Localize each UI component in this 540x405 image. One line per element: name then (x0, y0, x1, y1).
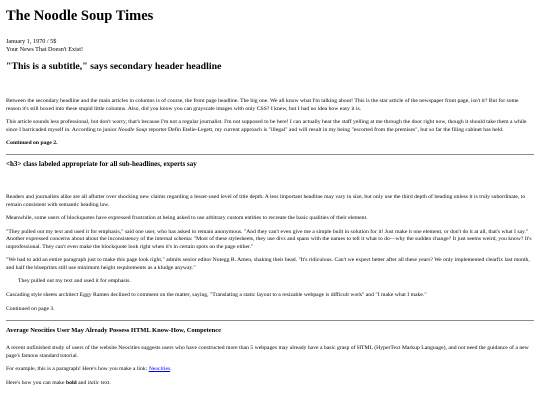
bold-example: bold (65, 379, 77, 386)
publication-name-italic: Noodle Soup (117, 126, 148, 133)
front-paragraph-2-text-a: This article sounds less professional, but don't worry, that's because I'm not a regular journalist. I'm not supposed to be here! I can actually hear the staff yelling at me through the door right now, though it should take them a while since I barricaded myself in. According to junior (6, 119, 527, 133)
pull-quote: They pulled out my text and used it for emphasis. (18, 278, 131, 285)
issue-date: January 1, 1970 / 5$ (6, 37, 57, 45)
continued-page-3: Continued on page 3. (6, 305, 55, 312)
divider-1 (6, 154, 534, 155)
neocities-link[interactable]: Neocities (148, 366, 171, 373)
h3-paragraph-5: Cascading style sheets architect Eggy Ramen declined to comment on the matter, saying, "Translating a static layout to a resizable webpage is difficult work" and "I make what I make." (6, 291, 427, 298)
h4-paragraph-1: A recent unfinished study of users of the website Neocities suggests users who have constructed more than 5 webpages may already have a basic grasp of HTML (HyperText Markup Language), and not need the guidance of a new page's famous standard tutorial. (6, 345, 529, 359)
h3-paragraph-3: "They pulled out my text and used it for emphasis," said one user, who has asked to remain anonymous. "And they can't even give me a simple built in solution for it! Just make it one element, or don't do it at all, that's what I say." Another expressed concerns about about the inconsistency of the internal schema: "Most of these stylesheets, they use divs and spans with the names to tell it what to do—why the sudden change? It just seems weird, you know? It's unprofessional. They can't even make the blockquote look right when it's in certain spots on the page either." (6, 228, 532, 250)
front-paragraph-2-text-b: reporter Defin Etelie-Legett, my current approach is "illegal" and will result in my being "escorted from the premises", but so far the filing cabinet has held. (147, 126, 504, 133)
continued-page-2: Continued on page 2. (6, 140, 58, 147)
masthead-title: The Noodle Soup Times (6, 8, 154, 24)
h4-paragraph-3-text-c: text. (99, 379, 111, 386)
h4-paragraph-3-text-a: Here's how you can make (6, 379, 66, 386)
h3-paragraph-4: "We had to add an entire paragraph just to make this page look right," admits senior editor Notegg R. Amen, shaking their head. "It's ridiculous. Can't we expect better after all these years? We only implemented clearfix last month, and half the blueprints still use minimum height requirements as a kludge anyway." (6, 257, 530, 271)
h4-paragraph-3-text-b: and (76, 379, 88, 386)
h4-paragraph-2-text-a: For example, this is a paragraph! Here's how you make a link: (6, 366, 149, 373)
subtitle-headline: "This is a subtitle," says secondary header headline (6, 61, 222, 73)
italic-example: italic (87, 379, 100, 386)
front-paragraph-1: Between the secondary headline and the main articles in columns is of course, the front page headline. The big one. We all know what I'm talking about! This is the star article of the newspaper front page, isn't it? But for some reason it's still boxed into these stupid little columns. Also, did you know you can grayscale images with only CSS? I knew, but I had no idea how easy it is. (6, 98, 519, 112)
tagline: Your News That Doesn't Exist! (6, 46, 84, 54)
h4-paragraph-3 (6, 380, 534, 388)
h4-paragraph-2 (6, 366, 534, 374)
masthead-meta (6, 38, 534, 54)
h4-headline: Average Neocities User May Already Possess HTML Know-How, Competence (6, 327, 222, 335)
h3-paragraph-1: Readers and journalists alike are all aflutter over shocking new claims regarding a lesser-used level of title depth. A less important headline may vary in size, but only use the third depth of heading unless it is truly subordinate, to remain consistent with semantic heading law. (6, 194, 526, 208)
h3-paragraph-2: Meanwhile, some users of blockquotes have expressed frustration at being asked to use arbitrary custom entities to recreate the basic qualities of their element. (6, 215, 368, 222)
front-paragraph-2 (6, 119, 534, 134)
h4-paragraph-2-text-b: . (170, 366, 172, 373)
divider-2 (6, 320, 534, 321)
h3-headline: <h3> class labeled appropriate for all sub-headlines, experts say (6, 159, 197, 168)
